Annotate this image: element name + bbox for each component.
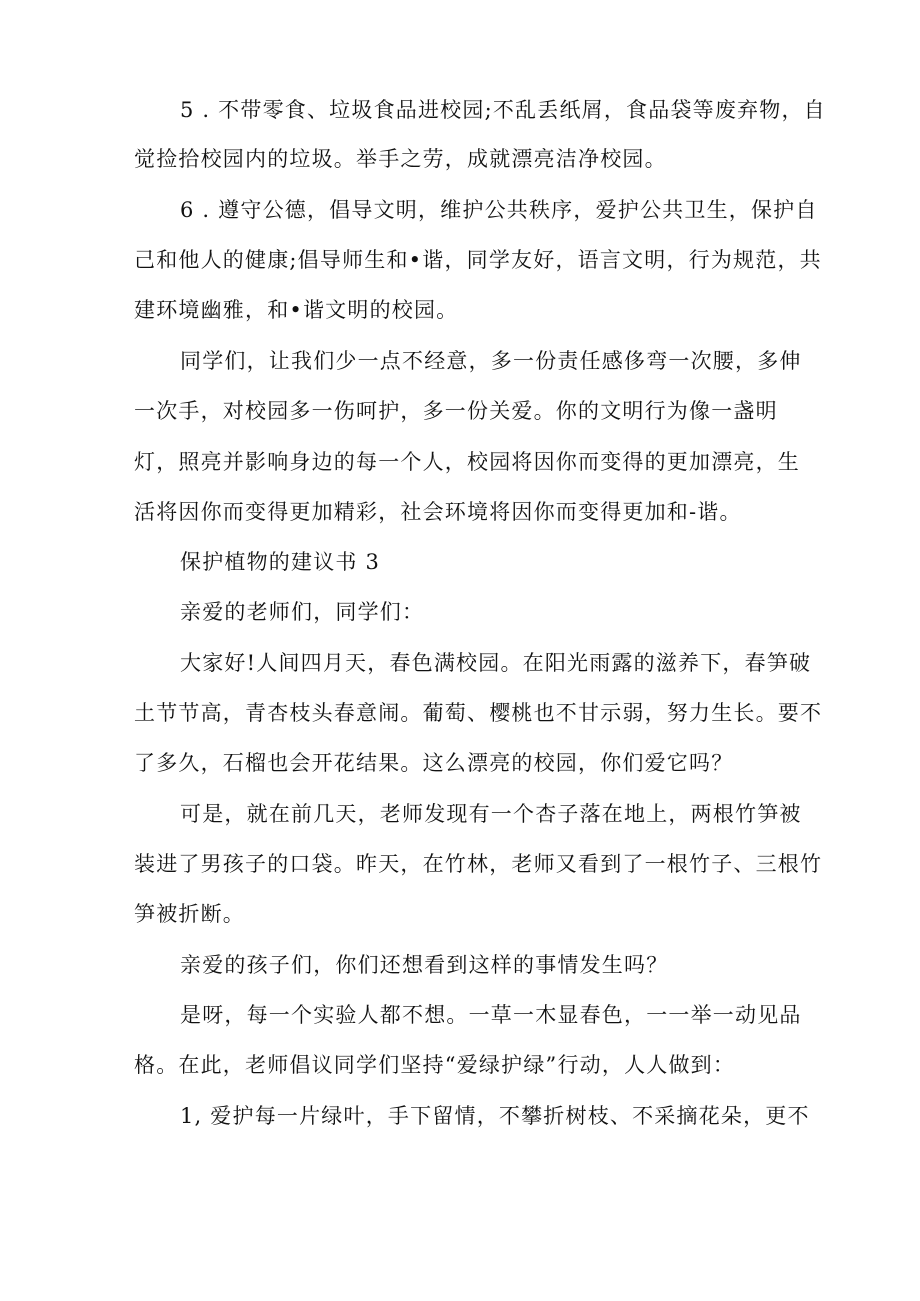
item-6-line-2: 己和他人的健康;倡导师生和•谐，同学友好，语言文明，行为规范，共 [134,248,822,272]
appeal-line-1: 是呀，每一个实验人都不想。一草一木显春色，一一举一动见品 [180,1003,802,1027]
salutation: 亲爱的老师们，同学们： [180,600,425,624]
item-6-line-3: 建环境幽雅，和•谐文明的校园。 [134,298,459,322]
item-5-line-1: 5 . 不带零食、垃圾食品进校园;不乱丢纸屑，食品袋等废弃物，自 [180,98,826,122]
incident-line-2: 装进了男孩子的口袋。昨天，在竹林，老师又看到了一根竹子、三根竹 [134,852,823,876]
item-6-line-1: 6 . 遵守公德，倡导文明，维护公共秩序，爱护公共卫生，保护自 [180,198,818,222]
intro-line-3: 了多久，石榴也会开花结果。这么漂亮的校园，你们爱它吗？ [134,751,734,775]
item-1-line-1: 1, 爱护每一片绿叶，手下留情，不攀折树枝、不采摘花朵，更不 [180,1104,810,1128]
section-heading: 保护植物的建议书 3 [180,550,381,574]
appeal-line-2: 格。在此，老师倡议同学们坚持“爱绿护绿”行动，人人做到： [134,1053,736,1077]
question-line: 亲爱的孩子们，你们还想看到这样的事情发生吗？ [180,953,669,977]
item-5-line-2: 觉捡拾校园内的垃圾。举手之劳，成就漂亮洁净校园。 [134,147,667,171]
closing-line-1: 同学们，让我们少一点不经意，多一份责任感侈弯一次腰，多伸 [180,349,802,373]
intro-line-2: 土节节高，青杏枝头春意闹。葡萄、樱桃也不甘示弱，努力生长。要不 [134,701,823,725]
incident-line-1: 可是，就在前几天，老师发现有一个杏子落在地上，两根竹笋被 [180,802,802,826]
incident-line-3: 笋被折断。 [134,902,245,926]
closing-line-2: 一次手，对校园多一伤呵护，多一份关爱。你的文明行为像一盏明 [134,399,778,423]
intro-line-1: 大家好!人间四月天，春色满校园。在阳光雨露的滋养下，春笋破 [180,651,812,675]
closing-line-4: 活将因你而变得更加精彩，社会环境将因你而变得更加和-谐。 [134,500,742,524]
closing-line-3: 灯，照亮并影响身边的每一个人，校园将因你而变得的更加漂亮，生 [134,450,800,474]
